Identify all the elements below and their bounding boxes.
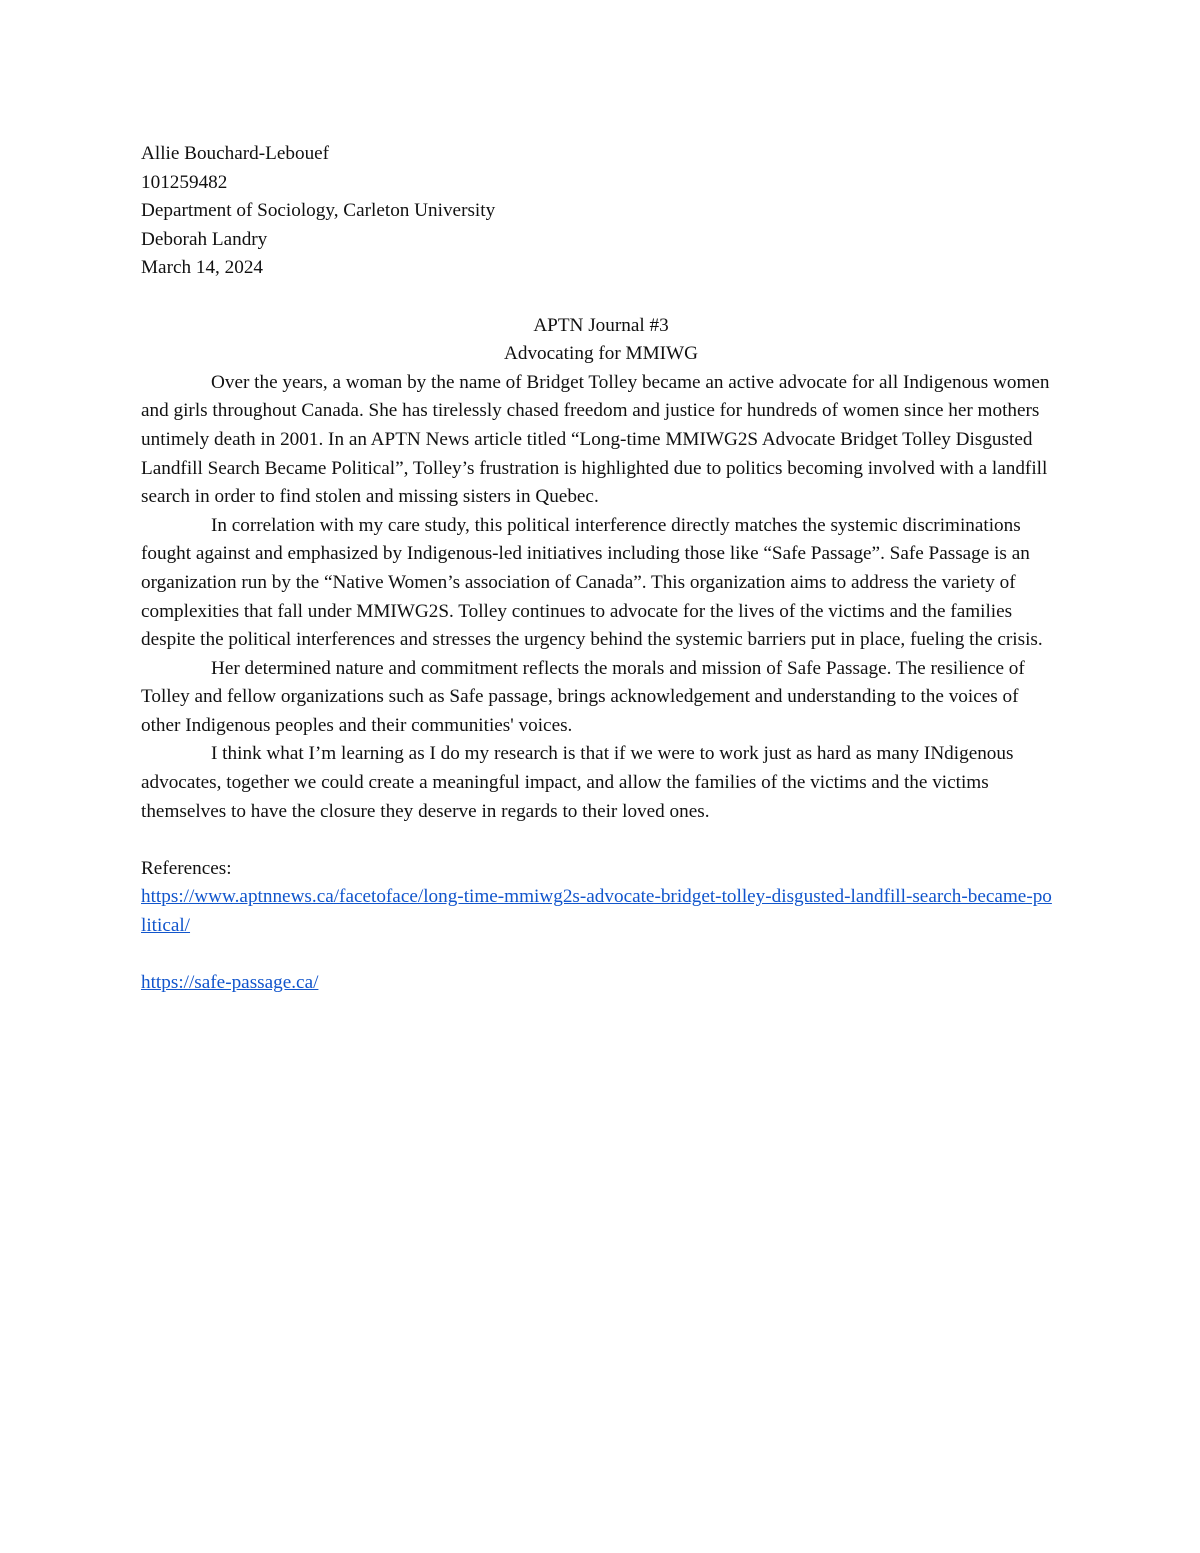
author-name: Allie Bouchard-Lebouef	[141, 143, 330, 164]
paragraph-2: In correlation with my care study, this political interference directly matches the systemic discriminations fought against and emphasized by Indigenous-led initiatives including those like “Safe Passage”. Safe Passage is an organization run by the “Native Women’s association of Canada”. This organization aims to address the variety of complexities that fall under MMIWG2S. Tolley continues to advocate for the lives of the victims and the families despite the political interferences and stresses the urgency behind the systemic barriers put in place, fueling the crisis.	[141, 514, 1043, 651]
document-title: APTN Journal #3	[533, 314, 669, 336]
header-block	[141, 140, 1061, 283]
document-page	[141, 140, 1061, 998]
references-section	[141, 855, 1061, 998]
paragraph-4: I think what I’m learning as I do my research is that if we were to work just as hard as many INdigenous advocates, together we could create a meaningful impact, and allow the families of the victims and the victims themselves to have the closure they deserve in regards to their loved ones.	[141, 743, 1014, 822]
document-date: March 14, 2024	[141, 257, 264, 279]
department: Department of Sociology, Carleton University	[141, 200, 496, 222]
reference-link-safe-passage[interactable]: https://safe-passage.ca/	[141, 972, 319, 994]
document-subtitle: Advocating for MMIWG	[504, 343, 698, 365]
references-heading: References:	[141, 857, 232, 879]
student-number: 101259482	[141, 171, 228, 193]
title-block	[141, 312, 1061, 369]
paragraph-1: Over the years, a woman by the name of Bridget Tolley became an active advocate for all Indigenous women and girls throughout Canada. She has tirelessly chased freedom and justice for hundreds of women since her mothers untimely death in 2001. In an APTN News article titled “Long-time MMIWG2S Advocate Bridget Tolley Disgusted Landfill Search Became Political”, Tolley’s frustration is highlighted due to politics becoming involved with a landfill search in order to find stolen and missing sisters in Quebec.	[141, 371, 1050, 508]
reference-spacer	[141, 941, 1061, 970]
reference-link-aptn[interactable]: https://www.aptnnews.ca/facetoface/long-time-mmiwg2s-advocate-bridget-tolley-disgusted-landfill-search-became-political/	[141, 886, 1052, 937]
instructor-name: Deborah Landry	[141, 228, 268, 250]
body-text	[141, 369, 1061, 827]
paragraph-3: Her determined nature and commitment reflects the morals and mission of Safe Passage. The resilience of Tolley and fellow organizations such as Safe passage, brings acknowledgement and understanding to the voices of other Indigenous peoples and their communities' voices.	[141, 657, 1025, 736]
